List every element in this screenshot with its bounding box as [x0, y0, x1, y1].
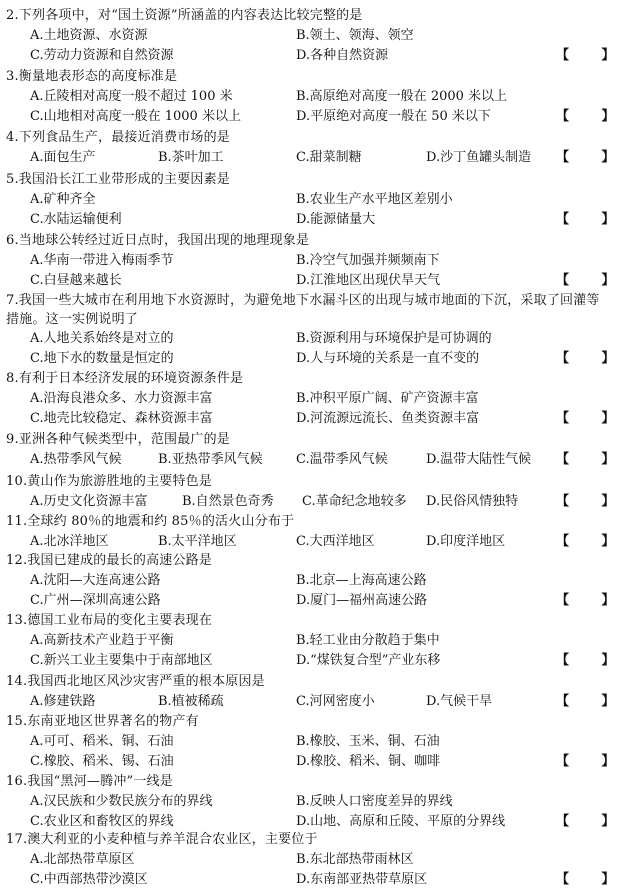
options-row — [6, 251, 606, 271]
answer-bracket[interactable]: 【 】 — [556, 534, 629, 549]
question-3 — [6, 67, 629, 127]
options-row — [6, 792, 606, 812]
option-c[interactable]: C.新兴工业主要集中于南部地区 — [30, 653, 213, 668]
option-b[interactable]: B.橡胶、玉米、铜、石油 — [296, 734, 440, 749]
answer-bracket[interactable]: 【 】 — [556, 814, 629, 829]
question-stem: 15.东南亚地区世界著名的物产有 — [6, 714, 199, 729]
option-b[interactable]: B.冲积平原广阔、矿产资源丰富 — [296, 391, 479, 406]
answer-bracket[interactable]: 【 】 — [556, 109, 629, 124]
question-17 — [6, 830, 629, 890]
option-c[interactable]: C.地壳比较稳定、森林资源丰富 — [30, 411, 213, 426]
option-b[interactable]: B.资源利用与环境保护是可协调的 — [296, 331, 492, 346]
option-d[interactable]: D.沙丁鱼罐头制造 — [426, 150, 532, 165]
question-stem: 13.德国工业布局的变化主要表现在 — [6, 613, 213, 628]
question-13 — [6, 611, 629, 671]
option-b[interactable]: B.领土、领海、领空 — [296, 28, 414, 43]
options-row — [6, 532, 629, 552]
option-b[interactable]: B.高原绝对高度一般在 2000 米以上 — [296, 89, 508, 104]
option-c[interactable]: C.白昼越来越长 — [30, 273, 122, 288]
option-d[interactable]: D.江淮地区出现伏旱天气 — [296, 273, 441, 288]
answer-bracket[interactable]: 【 】 — [556, 411, 629, 426]
question-11 — [6, 512, 629, 552]
option-a[interactable]: A.华南一带进入梅雨季节 — [30, 253, 174, 268]
option-a[interactable]: A.修建铁路 — [30, 694, 96, 709]
question-stem: 7.我国一些大城市在利用地下水资源时，为避免地下水漏斗区的出现与城市地面的下沉，采取了回灌等措施。这一实例说明了 — [6, 293, 600, 327]
options-row — [6, 591, 629, 611]
question-12 — [6, 551, 629, 611]
question-4 — [6, 128, 629, 168]
option-a[interactable]: A.丘陵相对高度一般不超过 100 米 — [30, 89, 233, 104]
option-a[interactable]: A.热带季风气候 — [30, 452, 122, 467]
options-row — [6, 631, 606, 651]
answer-bracket[interactable]: 【 】 — [556, 593, 629, 608]
options-row — [6, 692, 629, 712]
option-c[interactable]: C.中西部热带沙漠区 — [30, 872, 148, 887]
option-b[interactable]: B.太平洋地区 — [158, 534, 237, 549]
option-a[interactable]: A.汉民族和少数民族分布的界线 — [30, 794, 213, 809]
options-row — [6, 87, 606, 107]
option-b[interactable]: B.植被稀疏 — [158, 694, 224, 709]
option-a[interactable]: A.高新技术产业趋于平衡 — [30, 633, 174, 648]
option-d[interactable]: D.各种自然资源 — [296, 48, 389, 63]
options-row — [6, 190, 606, 210]
options-row — [6, 732, 606, 752]
option-d[interactable]: D.气候干旱 — [426, 694, 493, 709]
question-stem: 8.有利于日本经济发展的环境资源条件是 — [6, 371, 244, 386]
option-d[interactable]: D.橡胶、稻米、铜、咖啡 — [296, 754, 441, 769]
question-7 — [6, 291, 629, 369]
option-b[interactable]: B.自然景色奇秀 — [182, 494, 274, 509]
question-stem: 16.我国“黑河—腾冲”一线是 — [6, 774, 173, 789]
answer-bracket[interactable]: 【 】 — [556, 754, 629, 769]
option-a[interactable]: A.面包生产 — [30, 150, 96, 165]
option-d[interactable]: D.印度洋地区 — [426, 534, 506, 549]
options-row — [6, 389, 606, 409]
option-c[interactable]: C.地下水的数量是恒定的 — [30, 351, 174, 366]
question-stem: 11.全球约 80％的地震和约 85％的活火山分布于 — [6, 514, 295, 529]
answer-bracket[interactable]: 【 】 — [556, 494, 629, 509]
options-row — [6, 850, 606, 870]
options-row — [6, 349, 629, 369]
option-b[interactable]: B.冷空气加强并频频南下 — [296, 253, 440, 268]
option-b[interactable]: B.农业生产水平地区差别小 — [296, 192, 453, 207]
option-c[interactable]: C.革命纪念地较多 — [302, 494, 407, 509]
option-c[interactable]: C.山地相对高度一般在 1000 米以上 — [30, 109, 241, 124]
question-8 — [6, 369, 629, 429]
question-stem: 4.下列食品生产，最接近消费市场的是 — [6, 130, 231, 145]
option-a[interactable]: A.人地关系始终是对立的 — [30, 331, 174, 346]
question-5 — [6, 170, 629, 230]
option-a[interactable]: A.可可、稻米、铜、石油 — [30, 734, 174, 749]
question-stem: 2.下列各项中，对“国土资源”所涵盖的内容表达比较完整的是 — [6, 8, 363, 23]
options-row — [6, 409, 629, 429]
option-c[interactable]: C.甜菜制糖 — [296, 150, 362, 165]
question-9 — [6, 430, 629, 470]
option-a[interactable]: A.沈阳—大连高速公路 — [30, 573, 161, 588]
answer-bracket[interactable]: 【 】 — [556, 653, 629, 668]
option-c[interactable]: C.大西洋地区 — [296, 534, 375, 549]
options-row — [6, 46, 629, 66]
question-stem: 17.澳大利亚的小麦种植与养羊混合农业区，主要位于 — [6, 832, 318, 847]
answer-bracket[interactable]: 【 】 — [556, 48, 629, 63]
option-b[interactable]: B.东北部热带雨林区 — [296, 852, 414, 867]
question-2 — [6, 6, 629, 66]
answer-bracket[interactable]: 【 】 — [556, 694, 629, 709]
options-row — [6, 450, 629, 470]
option-c[interactable]: C.温带季风气候 — [296, 452, 388, 467]
question-stem: 6.当地球公转经过近日点时，我国出现的地理现象是 — [6, 233, 310, 248]
option-d[interactable]: D.河流源远流长、鱼类资源丰富 — [296, 411, 480, 426]
options-row — [6, 107, 629, 127]
option-c[interactable]: C.农业区和畜牧区的界线 — [30, 814, 174, 829]
question-6 — [6, 231, 629, 291]
question-14 — [6, 672, 629, 712]
question-stem: 12.我国已建成的最长的高速公路是 — [6, 553, 213, 568]
option-d[interactable]: D.山地、高原和丘陵、平原的分界线 — [296, 814, 506, 829]
option-d[interactable]: D.温带大陆性气候 — [426, 452, 532, 467]
options-row — [6, 148, 629, 168]
option-b[interactable]: B.轻工业由分散趋于集中 — [296, 633, 440, 648]
options-row — [6, 870, 629, 890]
option-a[interactable]: A.矿种齐全 — [30, 192, 96, 207]
option-a[interactable]: A.北冰洋地区 — [30, 534, 109, 549]
option-b[interactable]: B.北京—上海高速公路 — [296, 573, 427, 588]
options-row — [6, 812, 629, 832]
question-16 — [6, 772, 629, 832]
option-a[interactable]: A.沿海良港众多、水力资源丰富 — [30, 391, 213, 406]
question-10 — [6, 472, 629, 512]
answer-bracket[interactable]: 【 】 — [556, 212, 629, 227]
option-a[interactable]: A.北部热带草原区 — [30, 852, 135, 867]
option-b[interactable]: B.反映人口密度差异的界线 — [296, 794, 453, 809]
option-c[interactable]: C.水陆运输便利 — [30, 212, 122, 227]
options-row — [6, 271, 629, 291]
options-row — [6, 210, 629, 230]
options-row — [6, 492, 629, 512]
question-stem: 5.我国沿长江工业带形成的主要因素是 — [6, 172, 231, 187]
question-stem: 14.我国西北地区风沙灾害严重的根本原因是 — [6, 674, 265, 689]
answer-bracket[interactable]: 【 】 — [556, 351, 629, 366]
option-c[interactable]: C.河网密度小 — [296, 694, 375, 709]
option-c[interactable]: C.劳动力资源和自然资源 — [30, 48, 174, 63]
option-a[interactable]: A.土地资源、水资源 — [30, 28, 148, 43]
option-c[interactable]: C.广州—深圳高速公路 — [30, 593, 161, 608]
option-d[interactable]: D.厦门—福州高速公路 — [296, 593, 428, 608]
option-d[interactable]: D.民俗风情独特 — [426, 494, 519, 509]
option-b[interactable]: B.茶叶加工 — [158, 150, 224, 165]
question-15 — [6, 712, 629, 772]
answer-bracket[interactable]: 【 】 — [556, 273, 629, 288]
option-a[interactable]: A.历史文化资源丰富 — [30, 494, 148, 509]
option-d[interactable]: D.东南部亚热带草原区 — [296, 872, 428, 887]
question-stem: 10.黄山作为旅游胜地的主要特色是 — [6, 474, 213, 489]
options-row — [6, 571, 606, 591]
options-row — [6, 651, 629, 671]
answer-bracket[interactable]: 【 】 — [556, 452, 629, 467]
answer-bracket[interactable]: 【 】 — [556, 872, 629, 887]
question-stem: 3.衡量地表形态的高度标准是 — [6, 69, 178, 84]
option-d[interactable]: D.能源储量大 — [296, 212, 376, 227]
option-d[interactable]: D.“煤铁复合型”产业东移 — [296, 653, 441, 668]
question-stem: 9.亚洲各种气候类型中，范围最广的是 — [6, 432, 231, 447]
options-row — [6, 329, 606, 349]
option-d[interactable]: D.平原绝对高度一般在 50 米以下 — [296, 109, 491, 124]
option-c[interactable]: C.橡胶、稻米、锡、石油 — [30, 754, 174, 769]
option-b[interactable]: B.亚热带季风气候 — [158, 452, 263, 467]
options-row — [6, 752, 629, 772]
options-row — [6, 26, 606, 46]
option-d[interactable]: D.人与环境的关系是一直不变的 — [296, 351, 480, 366]
answer-bracket[interactable]: 【 】 — [556, 150, 629, 165]
